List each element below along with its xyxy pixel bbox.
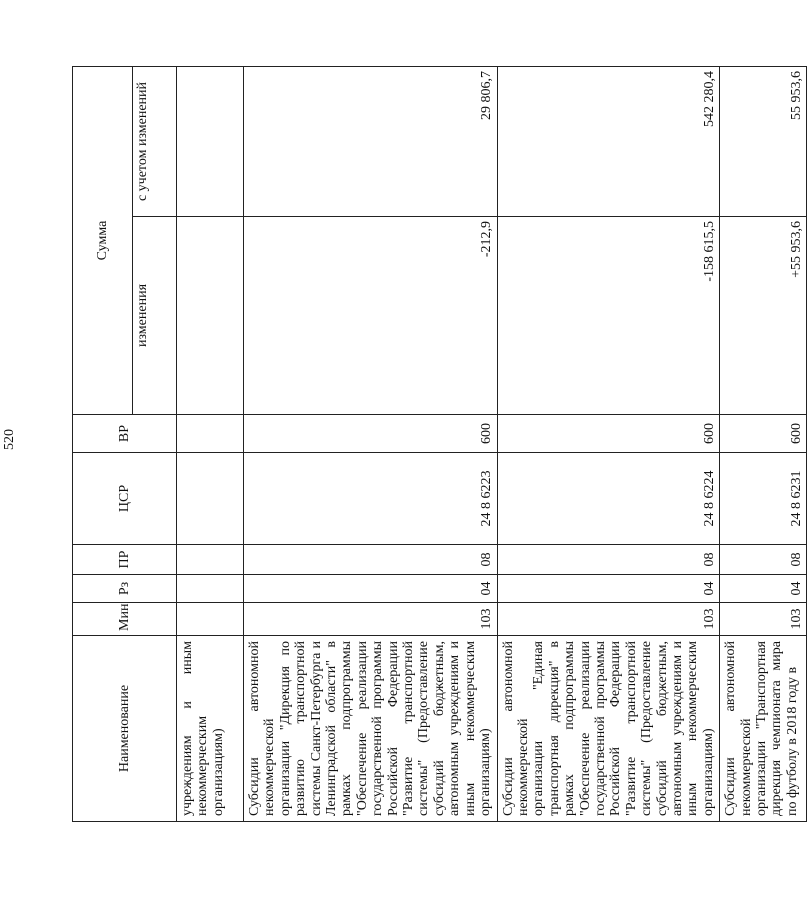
header-sum: Сумма: [73, 67, 133, 415]
row-with-change: 55 953,6: [720, 67, 807, 217]
row-pr: 08: [497, 545, 720, 575]
row-csr: [177, 453, 244, 545]
row-min: 103: [720, 603, 807, 636]
row-vr: 600: [497, 415, 720, 453]
table-row: [497, 67, 720, 822]
row-vr: 600: [244, 415, 498, 453]
header-pr: ПР: [73, 545, 177, 575]
row-change: -158 615,5: [497, 217, 720, 415]
row-change: +55 953,6: [720, 217, 807, 415]
table-row: [720, 67, 807, 822]
row-csr: 24 8 6223: [244, 453, 498, 545]
row-pr: 08: [720, 545, 807, 575]
budget-table-rotated: [72, 67, 804, 822]
row-rz: 04: [720, 575, 807, 603]
header-vr: ВР: [73, 415, 177, 453]
header-min: Мин: [73, 603, 177, 636]
row-with-change: [177, 67, 244, 217]
row-name: Субсидии автономной некоммерческой организации "Дирекция по развитию транспортной системы Санкт-Петербурга и Ленинградской области" в рамках подпрограммы "Обеспечение реализации государственной программы Российской Федерации "Развитие транспортной системы" (Предоставление субсидий бюджетным, автономным учреждениям и иным некоммерческим организациям): [244, 636, 498, 822]
row-min: [177, 603, 244, 636]
table-row: [244, 67, 498, 822]
row-rz: 04: [244, 575, 498, 603]
header-change: изменения: [133, 217, 177, 415]
row-with-change: 29 806,7: [244, 67, 498, 217]
row-min: 103: [497, 603, 720, 636]
header-csr: ЦСР: [73, 453, 177, 545]
row-pr: 08: [244, 545, 498, 575]
row-with-change: 542 280,4: [497, 67, 720, 217]
row-rz: [177, 575, 244, 603]
header-name: Наименование: [73, 636, 177, 822]
row-change: -212,9: [244, 217, 498, 415]
row-rz: 04: [497, 575, 720, 603]
row-name: Субсидии автономной некоммерческой организации "Транспортная дирекция чемпионата мира по футболу в 2018 году в: [720, 636, 807, 822]
row-name: Субсидии автономной некоммерческой организации "Единая транспортная дирекция" в рамках подпрограммы "Обеспечение реализации государственной программы Российской Федерации "Развитие транспортной системы" (Предоставление субсидий бюджетным, автономным учреждениям и иным некоммерческим организациям): [497, 636, 720, 822]
row-csr: 24 8 6231: [720, 453, 807, 545]
budget-table: [72, 66, 807, 822]
header-with-change: с учетом изменений: [133, 67, 177, 217]
row-name: учреждениям и иным некоммерческим организациям): [177, 636, 244, 822]
page-number: 520: [2, 429, 17, 450]
header-rz: Рз: [73, 575, 177, 603]
table-row: [177, 67, 244, 822]
row-min: 103: [244, 603, 498, 636]
row-csr: 24 8 6224: [497, 453, 720, 545]
row-change: [177, 217, 244, 415]
row-pr: [177, 545, 244, 575]
row-vr: [177, 415, 244, 453]
row-vr: 600: [720, 415, 807, 453]
